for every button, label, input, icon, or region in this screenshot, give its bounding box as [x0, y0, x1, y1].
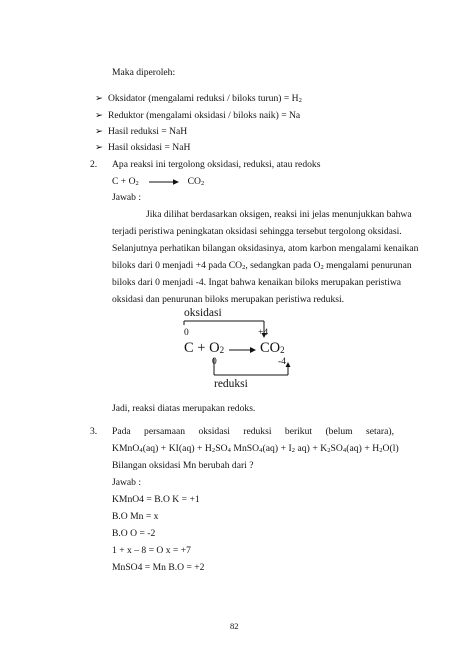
- question-number: 2.: [90, 159, 98, 170]
- oksidasi-label: oksidasi: [184, 307, 222, 319]
- bullet-item: ➢ Reduktor (mengalami oksidasi / biloks naik) = Na: [95, 110, 301, 121]
- paragraph-line: biloks dari 0 menjadi -4. Ingat bahwa kenaikan biloks merupakan peristiwa: [112, 277, 402, 288]
- bullet-item: ➢ Hasil oksidasi = NaH: [95, 142, 191, 153]
- arrow-bullet-icon: ➢: [95, 142, 104, 153]
- conclusion-text: Jadi, reaksi diatas merupakan redoks.: [112, 403, 256, 414]
- reaction-equation: $C + O_2$ $CO_2$: [112, 176, 205, 187]
- question-text: Pada persamaan oksidasi reduksi berikut (belum setara),: [112, 426, 394, 437]
- diagram-product: $CO_2$: [260, 340, 285, 356]
- answer-label: Jawab :: [112, 192, 142, 203]
- intro-text: Maka diperoleh:: [112, 67, 176, 78]
- paragraph-line: Jika dilihat berdasarkan oksigen, reaksi ini jelas menunjukkan bahwa: [146, 209, 412, 220]
- paragraph-line: Selanjutnya perhatikan bilangan oksidasinya, atom karbon mengalami kenaikan: [112, 243, 419, 254]
- answer-line: B.O O = -2: [112, 528, 156, 539]
- bullet-item: ➢ Hasil reduksi = NaH: [95, 126, 188, 137]
- paragraph-line: oksidasi dan penurunan biloks merupakan peristiwa reduksi.: [112, 294, 345, 305]
- arrow-bullet-icon: ➢: [95, 126, 104, 137]
- oxidation-number: +4: [258, 328, 269, 338]
- reaction-equation: KMnO$_4$(aq) + $KI(aq) + H_2SO_4$ MnSO$_4$(aq) + $I_2$ $aq) + K_2SO_4(aq) + H_2O(l)$: [112, 443, 399, 454]
- oxidation-number: 0: [212, 357, 217, 367]
- oxidation-number: -4: [278, 357, 286, 367]
- oxidation-number: 0: [184, 328, 189, 338]
- page-number: 82: [230, 621, 239, 631]
- bullet-item: ➢ Oksidator (mengalami reduksi / biloks turun) = $H_2$: [95, 93, 302, 104]
- redox-diagram: [178, 305, 298, 395]
- question-number: 3.: [90, 426, 98, 437]
- answer-line: KMnO4 = B.O K = +1: [112, 494, 200, 505]
- reduksi-label: reduksi: [214, 378, 248, 390]
- diagram-equation: $C + O_2$: [184, 340, 225, 356]
- arrow-bullet-icon: ➢: [95, 110, 104, 121]
- answer-line: 1 + x – 8 = O x = +7: [112, 545, 191, 556]
- question-text: Apa reaksi ini tergolong oksidasi, reduksi, atau redoks: [112, 159, 321, 170]
- reaction-arrow-icon: [149, 178, 179, 186]
- answer-label: Jawab :: [112, 477, 142, 488]
- arrow-bullet-icon: ➢: [95, 93, 104, 104]
- paragraph-line: terjadi peristiwa peningkatan oksidasi sehingga tersebut tergolong oksidasi.: [112, 226, 402, 237]
- answer-line: MnSO4 = Mn B.O = +2: [112, 562, 205, 573]
- question-text: Bilangan oksidasi Mn berubah dari ?: [112, 460, 254, 471]
- answer-line: B.O Mn = x: [112, 511, 159, 522]
- paragraph-line: biloks dari 0 menjadi +4 pada $CO_2$, sedangkan pada $O_2$ mengalami penurunan: [112, 260, 412, 271]
